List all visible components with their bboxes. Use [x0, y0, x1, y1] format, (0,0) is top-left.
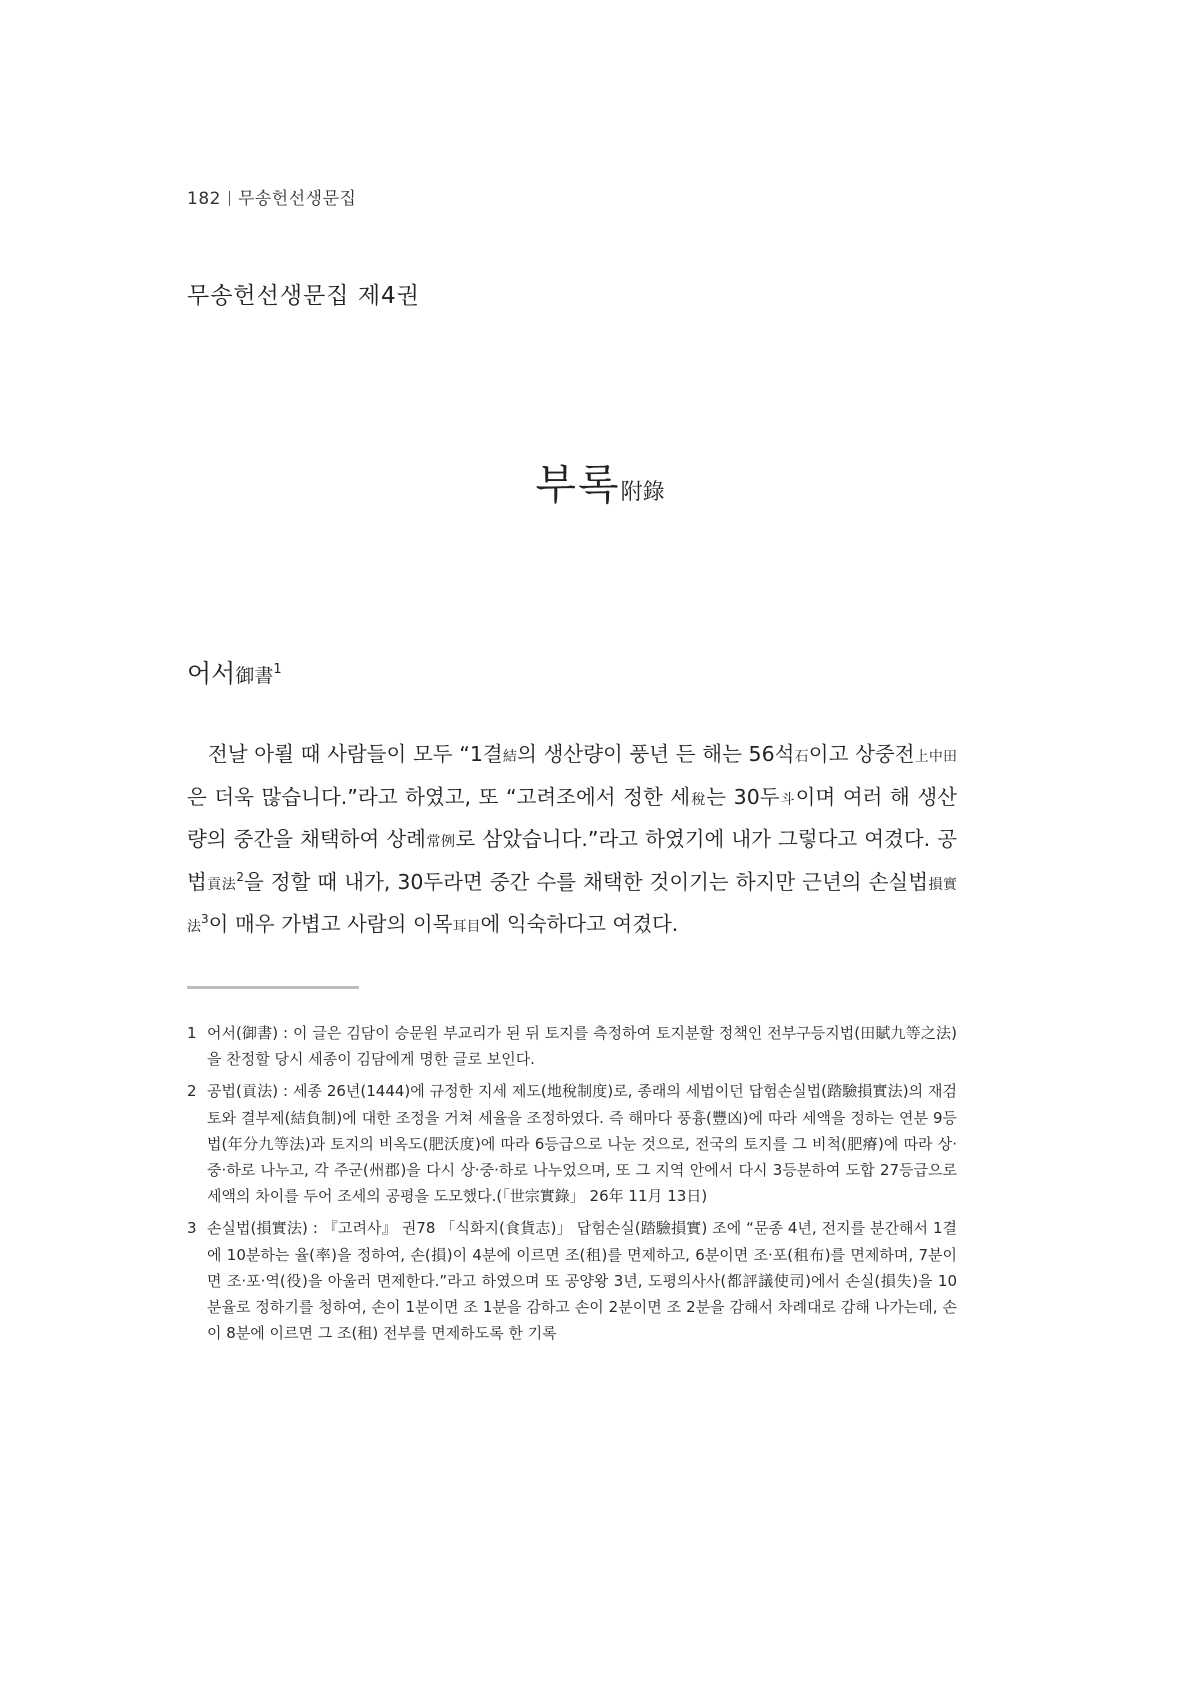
volume-title: 무송헌선생문집 제4권	[187, 283, 420, 309]
footnote-number: 1	[187, 1024, 197, 1042]
footnote-number: 2	[187, 1082, 197, 1101]
section-title	[0, 452, 1200, 512]
footnote-item	[187, 1020, 957, 1072]
section-title-hanja: 附錄	[620, 480, 665, 505]
hanja-gloss: 損實法	[187, 876, 957, 935]
header-divider	[229, 191, 230, 206]
footnote-ref: 3	[201, 912, 209, 926]
body-text: 이고 상중전	[808, 742, 915, 766]
body-text: 는 30두	[706, 784, 780, 809]
book-title: 무송헌선생문집	[237, 189, 357, 209]
footnote-text: 손실법(損實法) : 『고려사』 권78 「식화지(食貨志)」 답험손실(踏驗損實) 조에 “문종 4년, 전지를 분간해서 1결에 10분하는 율(率)을 정하여, 손(損)이 4분에 이르면 조(租)를 면제하고, 6분이면 조·포(租布)를 면제하며, 7분이면 조·포·역(役)을 아울러 면제한다.”라고 하였으며 또 공양왕 3년, 도평의사사(都評議使司)에서 손실(損失)을 10분율로 정하기를 청하여, 손이 1분이면 조 1분을 감하고 손이 2분이면 조 2분을 감해서 차례대로 감해 나가는데, 손이 8분에 이르면 그 조(租) 전부를 면제하도록 한 기록	[207, 1219, 957, 1343]
body-text: 을 정할 때 내가, 30두라면 중간 수를 채택한 것이기는 하지만 근년의 손실법	[243, 869, 928, 894]
footnote-number: 3	[187, 1219, 197, 1238]
hanja-gloss: 耳目	[452, 919, 481, 935]
footnote-text: 공법(貢法) : 세종 26년(1444)에 규정한 지세 제도(地稅制度)로, 종래의 세법이던 답험손실법(踏驗損實法)의 재검토와 결부제(結負制)에 대한 조정을 거쳐 세율을 조정하였다. 즉 해마다 풍흉(豐凶)에 따라 세액을 정하는 연분 9등법(年分九等法)과 토지의 비옥도(肥沃度)에 따라 6등급으로 나눈 것으로, 전국의 토지를 그 비척(肥瘠)에 따라 상·중·하로 나누고, 각 주군(州郡)을 다시 상·중·하로 나누었으며, 또 그 지역 안에서 다시 3등분하여 도합 27등급으로 세액의 차이를 두어 조세의 공평을 도모했다.(「世宗實錄」 26年 11月 13日)	[207, 1082, 957, 1206]
body-text: 전날 아뢸 때 사람들이 모두 “1결	[208, 742, 503, 766]
hanja-gloss: 常例	[425, 834, 456, 850]
hanja-gloss: 結	[502, 749, 518, 765]
hanja-gloss: 貢法	[206, 876, 237, 893]
hanja-gloss: 石	[794, 749, 809, 765]
body-text: 이 매우 가볍고 사람의 이목	[208, 912, 453, 936]
body-text: 은 더욱 많습니다.”라고 하였고, 또 “고려조에서 정한 세	[187, 784, 691, 809]
page-number: 182	[187, 189, 221, 209]
article-title	[187, 654, 282, 690]
body-text: 이며 여러 해 생산량의 중간을 채택하여 상례	[187, 784, 958, 851]
footnote-ref: 1	[273, 662, 282, 677]
article-title-hanja: 御書	[235, 665, 274, 687]
footnote-text: 어서(御書) : 이 글은 김담이 승문원 부교리가 된 뒤 토지를 측정하여 토지분할 정책인 전부구등지법(田賦九等之法)을 찬정할 당시 세종이 김담에게 명한 글로 보인다.	[207, 1024, 957, 1069]
footnote-item	[187, 1215, 957, 1346]
body-paragraph	[187, 735, 957, 948]
body-text: 로 삼았습니다.”라고 하였기에 내가 그렇다고 여겼다. 공법	[187, 827, 957, 894]
footnote-divider	[187, 986, 359, 989]
body-text: 의 생산량이 풍년 든 해는 56석	[517, 742, 795, 766]
section-title-korean: 부록	[535, 460, 621, 509]
footnote-item	[187, 1078, 957, 1209]
hanja-gloss: 上中田	[914, 749, 958, 765]
footnotes	[187, 1020, 957, 1352]
body-text: 에 익숙하다고 여겼다.	[480, 912, 679, 936]
footnote-ref: 2	[236, 869, 244, 884]
article-title-korean: 어서	[187, 659, 236, 688]
hanja-gloss: 斗	[779, 791, 796, 808]
hanja-gloss: 稅	[690, 791, 707, 808]
running-header	[187, 184, 356, 209]
